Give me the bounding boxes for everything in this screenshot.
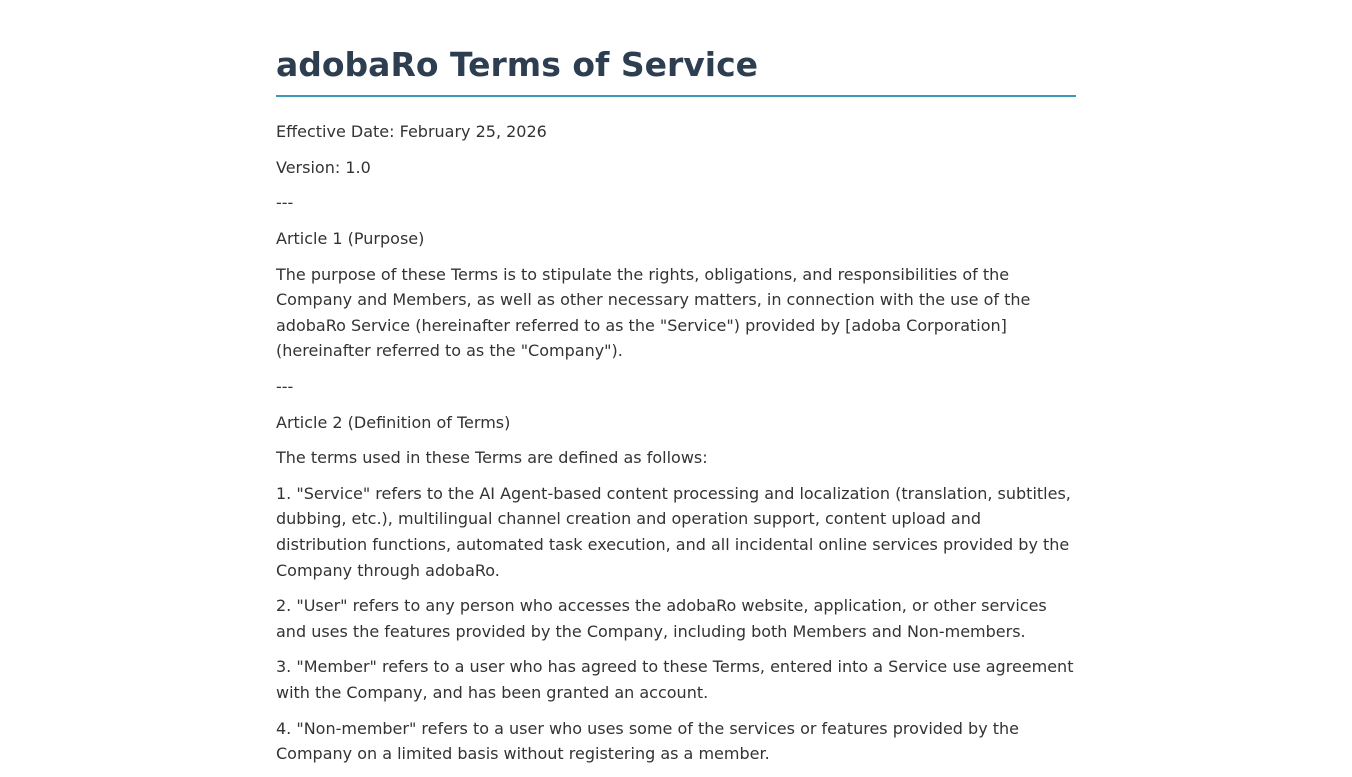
- definition-item: 1. "Service" refers to the AI Agent-based content processing and localization (translation, subtitles, dubbing, etc.), multilingual channel creation and operation support, content upload and distribution functions, automated task execution, and all incidental online services provided by the Company through adobaRo.: [276, 483, 1071, 580]
- article-2-heading: Article 2 (Definition of Terms): [276, 412, 511, 432]
- article-1-heading: Article 1 (Purpose): [276, 229, 425, 249]
- definition-item: 4. "Non-member" refers to a user who uses some of the services or features provided by the Company on a limited basis without registering as a member.: [276, 718, 1019, 764]
- definition-item: 3. "Member" refers to a user who has agreed to these Terms, entered into a Service use agreement with the Company, and has been granted an account.: [276, 657, 1074, 702]
- terms-document: [276, 0, 1076, 767]
- separator: ---: [276, 193, 294, 213]
- version: Version: 1.0: [276, 157, 371, 177]
- separator: ---: [276, 377, 294, 396]
- page-title: adobaRo Terms of Service: [276, 44, 1076, 97]
- article-2-intro: The terms used in these Terms are defined as follows:: [276, 448, 708, 468]
- article-1-text: The purpose of these Terms is to stipulate the rights, obligations, and responsibilities of the Company and Members, as well as other necessary matters, in connection with the use of the adobaRo Service (hereinafter referred to as the "Service") provided by [adoba Corporation] (hereinafter referred to as the "Company").: [276, 264, 1031, 361]
- terms-body: [276, 97, 1076, 766]
- definition-item: 2. "User" refers to any person who accesses the adobaRo website, application, or other services and uses the features provided by the Company, including both Members and Non-members.: [276, 596, 1047, 641]
- effective-date: Effective Date: February 25, 2026: [276, 122, 547, 142]
